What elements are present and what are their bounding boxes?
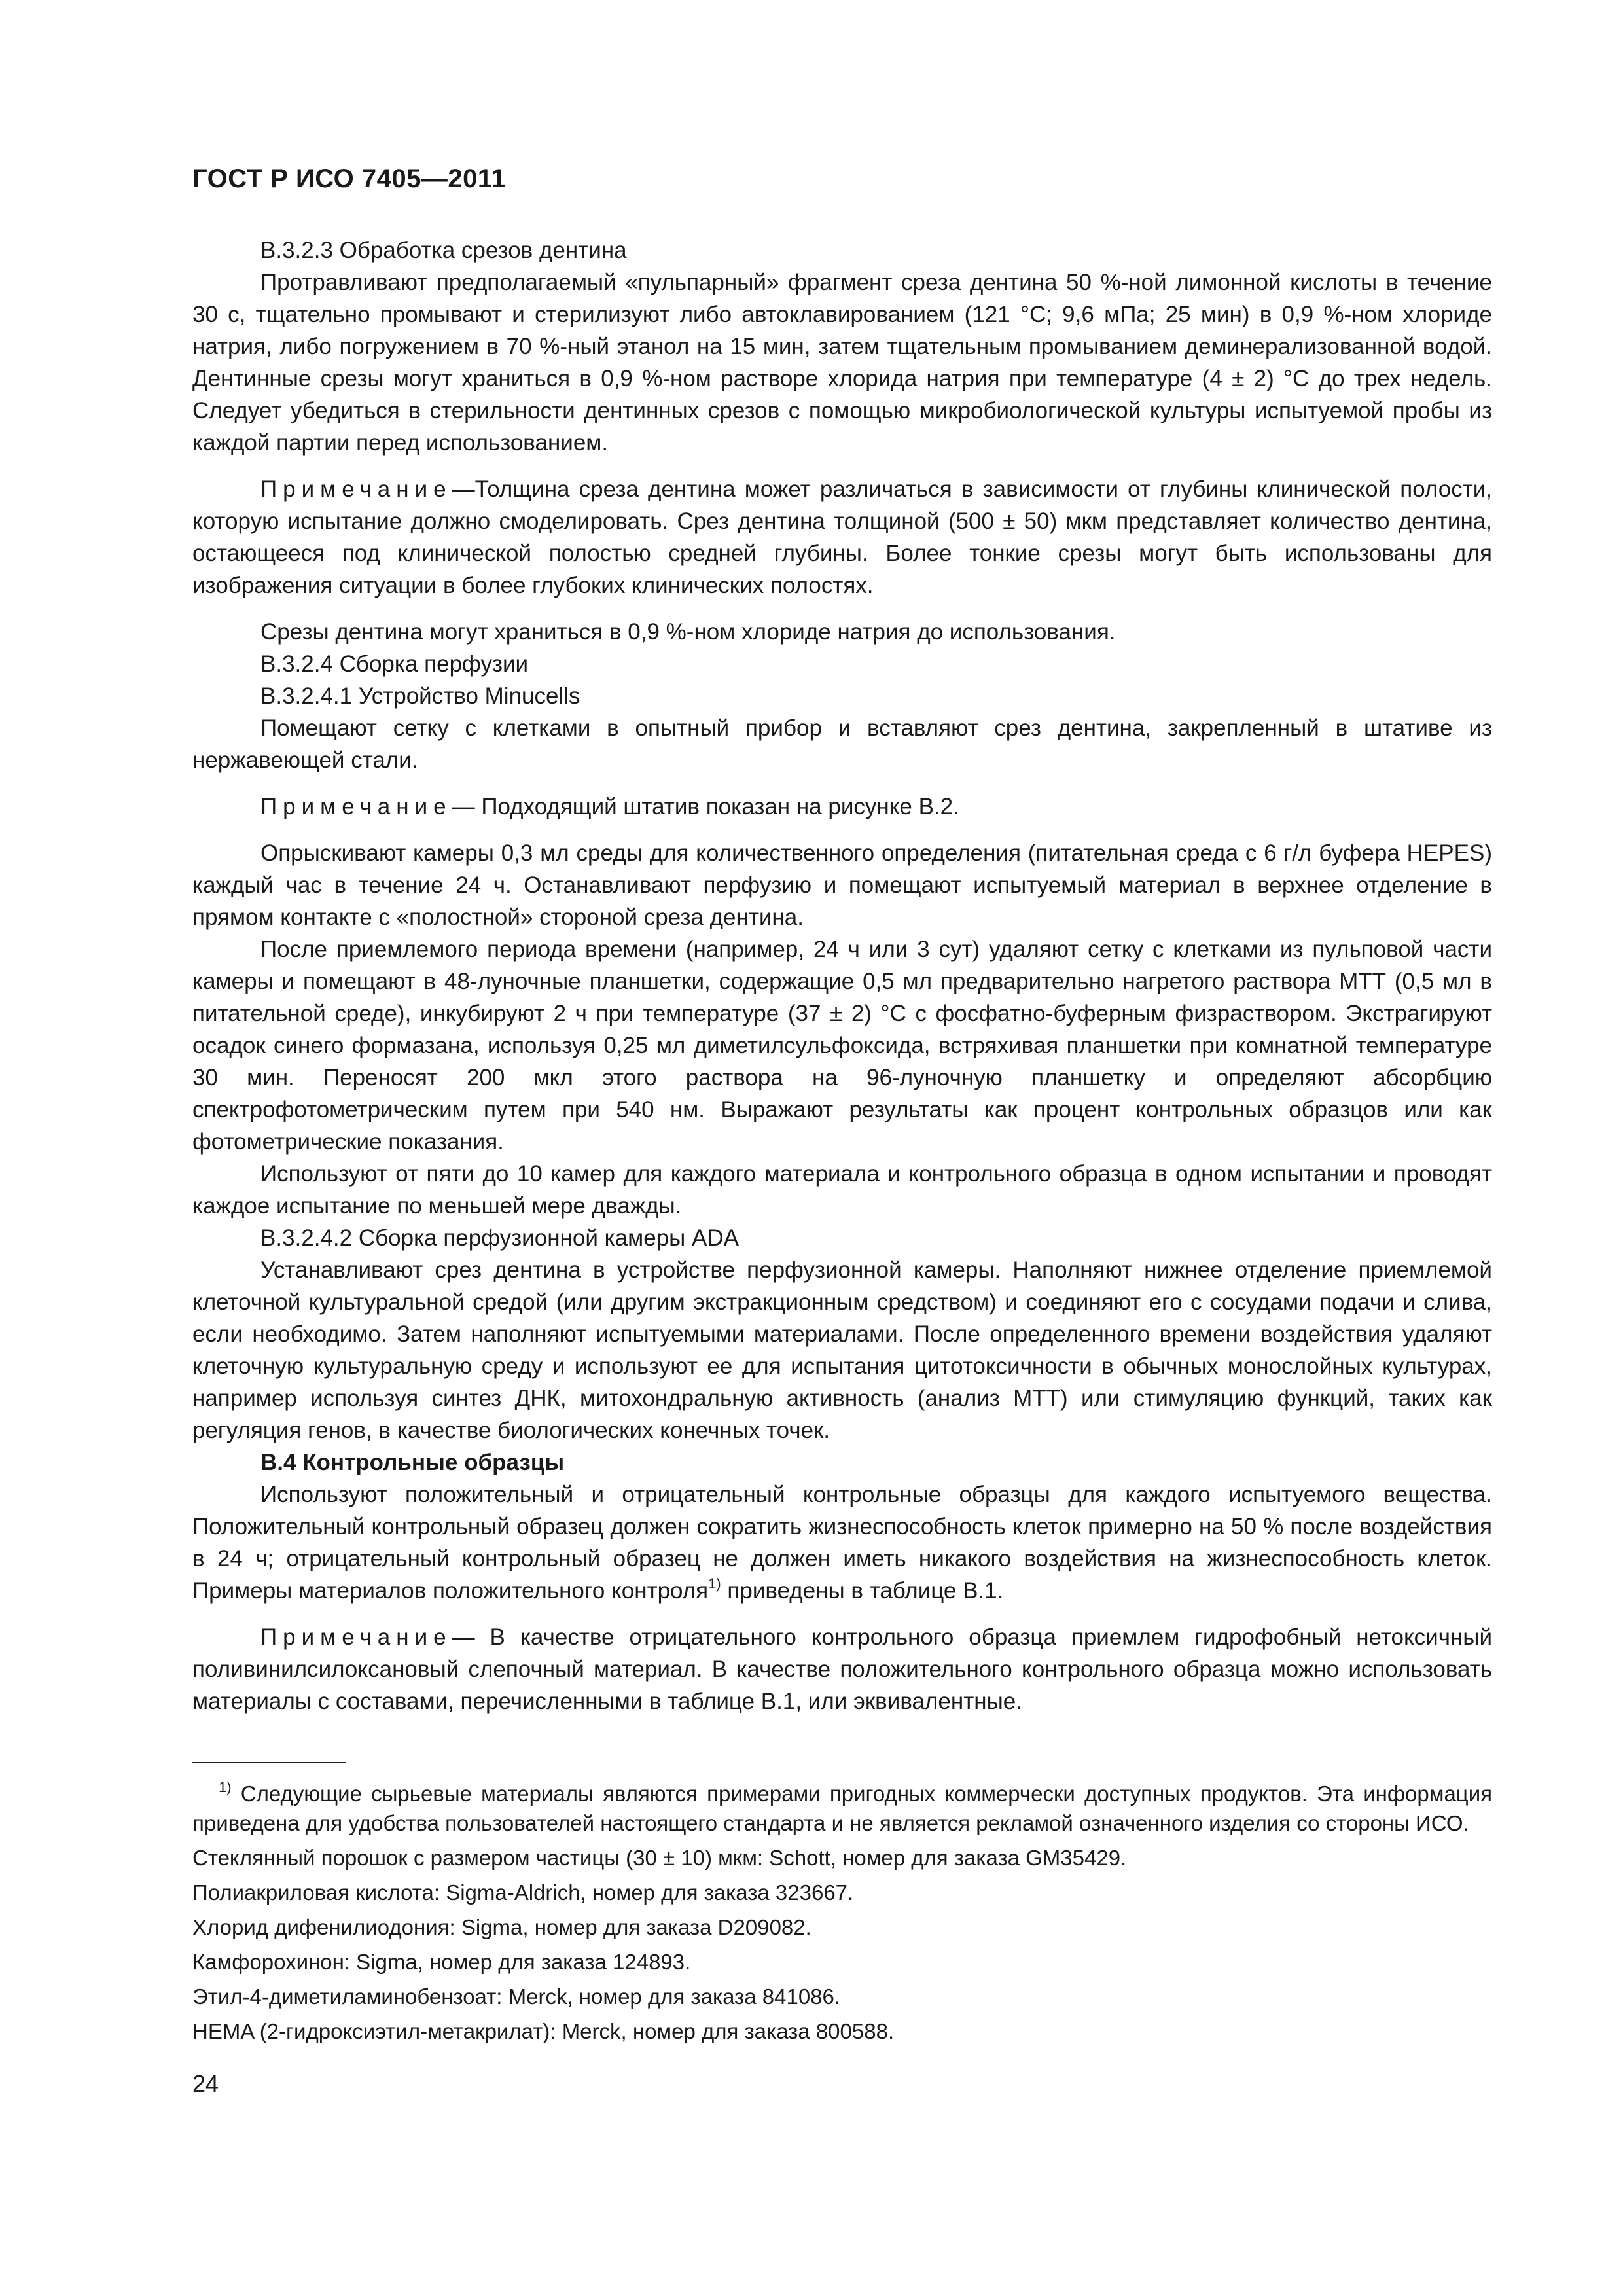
body-paragraph: Помещают сетку с клетками в опытный прибор и вставляют срез дентина, закрепленный в штативе из нержавеющей стали. bbox=[192, 715, 1492, 773]
body-text bbox=[192, 234, 1492, 1717]
footnote-item: Стеклянный порошок с размером частицы (30 ± 10) мкм: Schott, номер для заказа GM35429. bbox=[192, 1846, 1127, 1870]
footnote-item: Хлорид дифенилиодония: Sigma, номер для заказа D209082. bbox=[192, 1915, 812, 1939]
footnote-separator bbox=[192, 1762, 346, 1763]
note-paragraph: Примечание— В качестве отрицательного контрольного образца приемлем гидрофобный нетоксичный поливинилсилоксановый слепочный материал. В качестве положительного контрольного образца можно использовать материалы с составами, перечисленными в таблице В.1, или эквивалентные. bbox=[192, 1624, 1492, 1714]
body-paragraph: Устанавливают срез дентина в устройстве перфузионной камеры. Наполняют нижнее отделение приемлемой клеточной культуральной средой (или другим экстракционным средством) и соединяют его с сосудами подачи и слива, если необходимо. Затем наполняют испытуемыми материалами. После определенного времени воздействия удаляют клеточную культуральную среду и используют ее для испытания цитотоксичности в обычных монослойных культурах, например используя синтез ДНК, митохондральную активность (анализ МТТ) или стимуляцию функций, таких как регуляция генов, в качестве биологических конечных точек. bbox=[192, 1257, 1492, 1443]
section-heading: В.4 Контрольные образцы bbox=[260, 1450, 565, 1475]
footnote-item: HEMA (2-гидроксиэтил-метакрилат): Merck, номер для заказа 800588. bbox=[192, 2019, 895, 2043]
note-paragraph: Примечание— Подходящий штатив показан на рисунке В.2. bbox=[260, 794, 959, 819]
note-lead: Примечание bbox=[260, 794, 452, 819]
note-paragraph: Примечание—Толщина среза дентина может различаться в зависимости от глубины клинической полости, которую испытание должно смоделировать. Срез дентина толщиной (500 ± 50) мкм представляет количество дентина, остающееся под клинической полостью средней глубины. Более тонкие срезы могут быть использованы для изображения ситуации в более глубоких клинических полостях. bbox=[192, 476, 1492, 598]
footnote-item: Камфорохинон: Sigma, номер для заказа 124893. bbox=[192, 1950, 691, 1974]
note-lead: Примечание bbox=[260, 1624, 452, 1650]
body-paragraph: Срезы дентина могут храниться в 0,9 %-ном хлориде натрия до использования. bbox=[260, 619, 1116, 645]
body-paragraph: Опрыскивают камеры 0,3 мл среды для количественного определения (питательная среда с 6 г/л буфера HEPES) каждый час в течение 24 ч. Останавливают перфузию и помещают испытуемый материал в верхнее отделение в прямом контакте с «полостной» стороной среза дентина. bbox=[192, 840, 1492, 930]
footnote-marker: 1) bbox=[219, 1779, 232, 1795]
document-header: ГОСТ Р ИСО 7405—2011 bbox=[192, 164, 507, 193]
subsection-title: В.3.2.4.1 Устройство Minucells bbox=[260, 683, 580, 709]
footnote-reference: 1) bbox=[708, 1575, 721, 1592]
footnotes bbox=[192, 1779, 1492, 2046]
page-number: 24 bbox=[192, 2070, 219, 2097]
footnote-item: Полиакриловая кислота: Sigma-Aldrich, номер для заказа 323667. bbox=[192, 1880, 854, 1905]
footnote-text: $^{1)}$ Следующие сырьевые материалы являются примерами пригодных коммерчески доступных продуктов. Эта информация приведена для удобства пользователей настоящего стандарта и не является рекламой означенного изделия со стороны ИСО. bbox=[192, 1779, 1492, 1835]
body-paragraph: После приемлемого периода времени (например, 24 ч или 3 сут) удаляют сетку с клетками из пульповой части камеры и помещают в 48-луночные планшетки, содержащие 0,5 мл предварительно нагретого раствора МТТ (0,5 мл в питательной среде), инкубируют 2 ч при температуре (37 ± 2) °С с фосфатно-буферным физраствором. Экстрагируют осадок синего формазана, используя 0,25 мл диметилсульфоксида, встряхивая планшетки при комнатной температуре 30 мин. Переносят 200 мкл этого раствора на 96-луночную планшетку и определяют абсорбцию спектрофотометрическим путем при 540 нм. Выражают результаты как процент контрольных образцов или как фотометрические показания. bbox=[192, 937, 1492, 1155]
subsection-title: В.3.2.4.2 Сборка перфузионной камеры ADA bbox=[260, 1225, 739, 1251]
subsection-title: В.3.2.3 Обработка срезов дентина bbox=[260, 238, 627, 263]
footnote-item: Этил-4-диметиламинобензоат: Merck, номер для заказа 841086. bbox=[192, 1984, 841, 2009]
body-paragraph: Протравливают предполагаемый «пульпарный» фрагмент среза дентина 50 %-ной лимонной кислоты в течение 30 с, тщательно промывают и стерилизуют либо автоклавированием (121 °С; 9,6 мПа; 25 мин) в 0,9 %-ном хлориде натрия, либо погружением в 70 %-ный этанол на 15 мин, затем тщательным промыванием деминерализованной водой. Дентинные срезы могут храниться в 0,9 %-ном растворе хлорида натрия при температуре (4 ± 2) °С до трех недель. Следует убедиться в стерильности дентинных срезов с помощью микробиологической культуры испытуемой пробы из каждой партии перед использованием. bbox=[192, 270, 1492, 456]
body-paragraph: Используют положительный и отрицательный контрольные образцы для каждого испытуемого вещества. Положительный контрольный образец должен сократить жизнеспособность клеток примерно на 50 % после воздействия в 24 ч; отрицательный контрольный образец не должен иметь никакого воздействия на жизнеспособность клеток. Примеры материалов положительного контроля$^{1)}$ приведены в таблице В.1. bbox=[192, 1482, 1492, 1604]
subsection-title: В.3.2.4 Сборка перфузии bbox=[260, 651, 529, 677]
note-lead: Примечание bbox=[260, 476, 452, 502]
body-paragraph: Используют от пяти до 10 камер для каждого материала и контрольного образца в одном испытании и проводят каждое испытание по меньшей мере дважды. bbox=[192, 1161, 1492, 1219]
